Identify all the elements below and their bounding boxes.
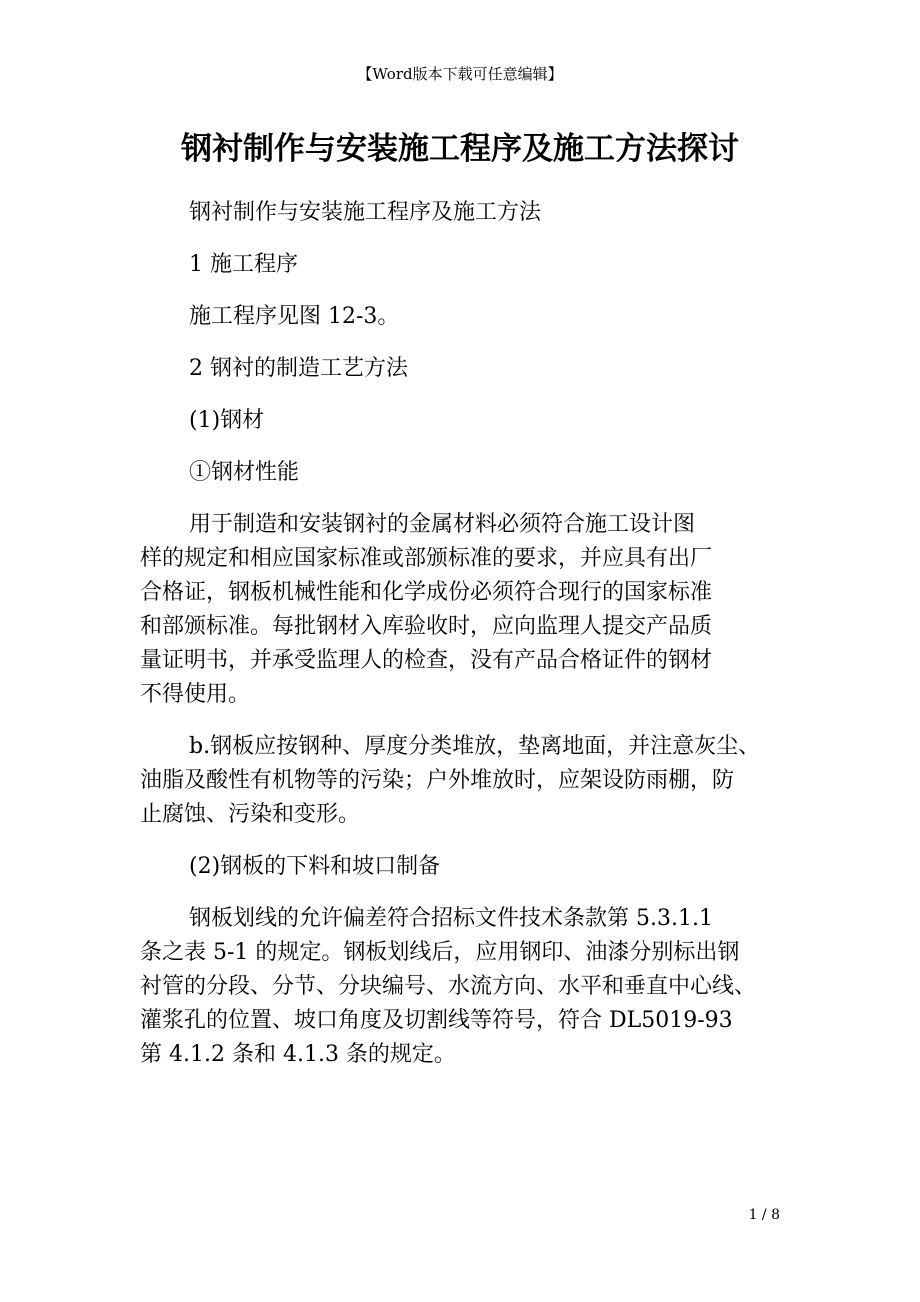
subsection-heading-cutting: (2)钢板的下料和坡口制备 — [189, 854, 441, 879]
paragraph-procedure-ref: 施工程序见图 12-3。 — [189, 304, 400, 329]
paragraph-steel-storage — [140, 730, 790, 832]
header-note: 【Word版本下载可任意编辑】 — [357, 65, 563, 83]
item-heading-steel-properties: ①钢材性能 — [189, 460, 300, 485]
document-body — [140, 196, 790, 1090]
text-line: 和部颁标准。每批钢材入库验收时，应向监理人提交产品质 — [140, 614, 713, 639]
text-line: 样的规定和相应国家标准或部颁标准的要求，并应具有出厂 — [140, 546, 713, 571]
text-line: 钢板划线的允许偏差符合招标文件技术条款第 5.3.1.1 — [189, 906, 713, 931]
text-line: 第 4.1.2 条和 4.1.3 条的规定。 — [140, 1042, 456, 1067]
text-line: 不得使用。 — [140, 682, 251, 707]
subsection-heading-steel: (1)钢材 — [189, 408, 265, 433]
text-line: 用于制造和安装钢衬的金属材料必须符合施工设计图 — [189, 512, 696, 537]
paragraph-marking — [140, 902, 790, 1072]
text-line: 灌浆孔的位置、坡口角度及切割线等符号，符合 DL5019-93 — [140, 1008, 733, 1033]
subtitle: 钢衬制作与安装施工程序及施工方法 — [189, 200, 542, 225]
text-line: 衬管的分段、分节、分块编号、水流方向、水平和垂直中心线、 — [140, 974, 757, 999]
text-line: b.钢板应按钢种、厚度分类堆放，垫离地面，并注意灰尘、 — [189, 734, 761, 759]
section-heading-2: 2 钢衬的制造工艺方法 — [189, 356, 408, 381]
text-line: 油脂及酸性有机物等的污染；户外堆放时，应架设防雨棚，防 — [140, 768, 735, 793]
paragraph-steel-requirements — [140, 508, 790, 712]
page-number: 1 / 8 — [748, 1207, 780, 1223]
document-title: 钢衬制作与安装施工程序及施工方法探讨 — [181, 131, 739, 167]
text-line: 条之表 5-1 的规定。钢板划线后，应用钢印、油漆分别标出钢 — [140, 940, 740, 965]
section-heading-1: 1 施工程序 — [189, 252, 298, 277]
text-line: 量证明书，并承受监理人的检查，没有产品合格证件的钢材 — [140, 648, 713, 673]
text-line: 止腐蚀、污染和变形。 — [140, 802, 361, 827]
text-line: 合格证，钢板机械性能和化学成份必须符合现行的国家标准 — [140, 580, 713, 605]
